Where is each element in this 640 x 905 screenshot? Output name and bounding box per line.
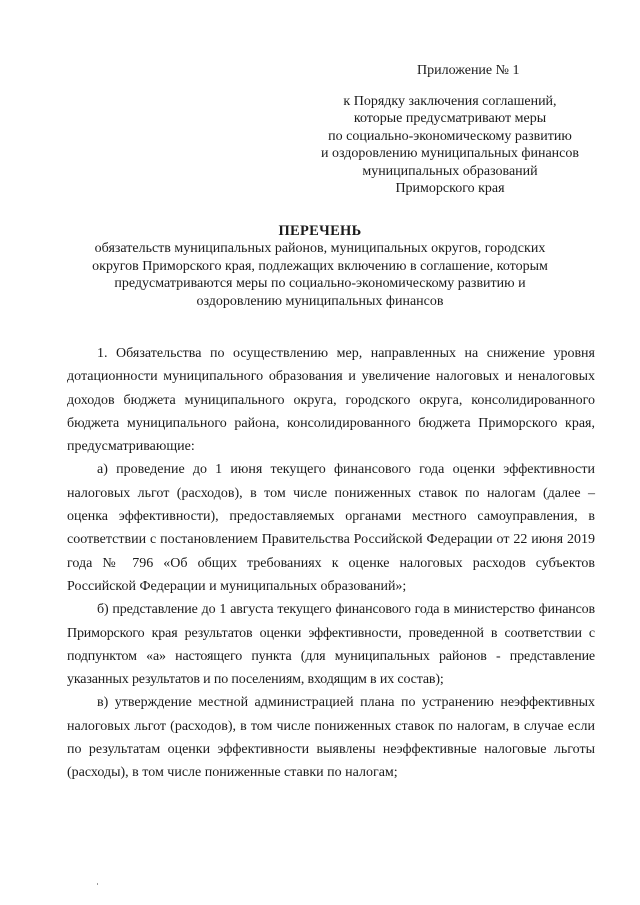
appendix-number: Приложение № 1 [417, 63, 520, 78]
subtitle-line: обязательств муниципальных районов, муниципальных округов, городских [94, 241, 546, 256]
appendix-line: муниципальных образований [362, 163, 538, 179]
subtitle-line: округов Приморского края, подлежащих включению в соглашение, которым [92, 258, 548, 274]
paragraph-item-1: 1. Обязательства по осуществлению мер, направленных на снижение уровня дотационности муниципального образования и увеличение налоговых и неналоговых доходов бюджета муниципального округа, городского округа, консолидированного бюджета муниципального района, консолидированного бюджета Приморского края, предусматривающие: [67, 346, 595, 455]
paragraph-subitem-b: б) представление до 1 августа текущего финансового года в министерство финансов Приморского края результатов оценки эффективности, проведенной в соответствии с подпунктом «а» настоящего пункта (для муниципальных районов - представление указанных результатов и по поселениям, входящим в их состав); [67, 602, 595, 688]
subtitle-line: оздоровлению муниципальных финансов [196, 293, 444, 309]
scan-speck [97, 883, 98, 885]
appendix-line: к Порядку заключения соглашений, [343, 93, 557, 109]
appendix-line: и оздоровлению муниципальных финансов [321, 146, 579, 161]
paragraph-subitem-v: в) утверждение местной администрацией плана по устранению неэффективных налоговых льгот (расходов), в том числе пониженных ставок по налогам, в случае если по результатам оценки эффективности выявлены неэффективные налоговые льготы (расходы), в том числе пониженные ставки по налогам; [67, 695, 595, 781]
subtitle-line: предусматриваются меры по социально-экономическому развитию и [114, 276, 526, 291]
appendix-line: которые предусматривают меры [353, 111, 547, 126]
paragraph-subitem-a: а) проведение до 1 июня текущего финансового года оценки эффективности налоговых льгот (расходов), в том числе пониженных ставок по налогам (далее – оценка эффективности), предоставляемых органами местного самоуправления, в соответствии с постановлением Правительства Российской Федерации от 22 июня 2019 года № 796 «Об общих требованиях к оценке налоговых расходов субъектов Российской Федерации и муниципальных образований»; [67, 462, 595, 594]
document-body [67, 342, 595, 785]
appendix-block [300, 62, 600, 198]
document-title: ПЕРЕЧЕНЬ [278, 223, 362, 239]
appendix-line: Приморского края [395, 181, 505, 196]
appendix-line: по социально-экономическому развитию [328, 128, 572, 144]
document-heading [60, 222, 580, 310]
